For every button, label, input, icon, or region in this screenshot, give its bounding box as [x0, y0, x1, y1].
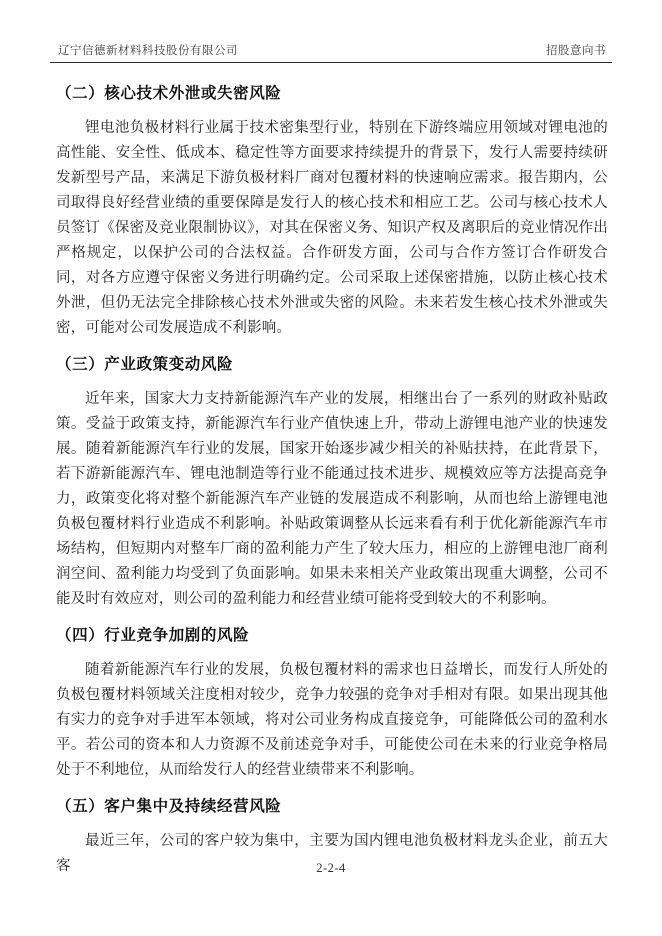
section-paragraph-industry-policy-risk: 近年来，国家大力支持新能源汽车产业的发展，相继出台了一系列的财政补贴政策。受益于政策支持，新能源汽车行业产值快速上升，带动上游锂电池产业的快速发展。随着新能源汽车行业的发展，国家开始逐步减少相关的补贴扶持，在此背景下，若下游新能源汽车、锂电池制造等行业不能通过技术进步、规模效应等方法提高竞争力，政策变化将对整个新能源汽车产业链的发展造成不利影响，从而也给上游锂电池负极包覆材料行业造成不利影响。补贴政策调整从长远来看有利于优化新能源汽车市场结构，但短期内对整车厂商的盈利能力产生了较大压力，相应的上游锂电池厂商利润空间、盈利能力均受到了负面影响。如果未来相关产业政策出现重大调整，公司不能及时有效应对，则公司的盈利能力和经营业绩可能将受到较大的不利影响。: [56, 391, 608, 607]
page-content: [56, 70, 608, 879]
section-heading-competition-risk: （四）行业竞争加剧的风险: [56, 627, 250, 644]
section-heading-core-tech-leak-risk: （二）核心技术外泄或失密风险: [56, 85, 282, 102]
header-doc-title: 招股意向书: [546, 45, 606, 57]
section-heading-customer-concentration-risk: （五）客户集中及持续经营风险: [56, 798, 282, 815]
page-footer: [0, 861, 662, 876]
section-paragraph-core-tech-leak-risk: 锂电池负极材料行业属于技术密集型行业，特别在下游终端应用领域对锂电池的高性能、安全性、低成本、稳定性等方面要求持续提升的背景下，发行人需要持续研发新型号产品，来满足下游负极材料厂商对包覆材料的快速响应需求。报告期内，公司取得良好经营业绩的重要保障是发行人的核心技术和相应工艺。公司与核心技术人员签订《保密及竞业限制协议》，对其在保密义务、知识产权及离职后的竞业情况作出严格规定，以保护公司的合法权益。合作研发方面，公司与合作方签订合作研发合同，对各方应遵守保密义务进行明确约定。公司采取上述保密措施，以防止核心技术外泄，但仍无法完全排除核心技术外泄或失密的风险。未来若发生核心技术外泄或失密，可能对公司发展造成不利影响。: [56, 120, 608, 336]
page-number: 2-2-4: [316, 861, 346, 875]
header-company-name: 辽宁信德新材料科技股份有限公司: [58, 45, 238, 57]
section-paragraph-customer-concentration-risk: 最近三年，公司的客户较为集中，主要为国内锂电池负极材料龙头企业，前五大客: [56, 833, 608, 874]
page-header: [50, 42, 612, 63]
section-heading-industry-policy-risk: （三）产业政策变动风险: [56, 356, 234, 373]
section-paragraph-competition-risk: 随着新能源汽车行业的发展，负极包覆材料的需求也日益增长，而发行人所处的负极包覆材料领域关注度相对较少，竞争力较强的竞争对手相对有限。如果出现其他有实力的竞争对手进军本领域，将对公司业务构成直接竞争，可能降低公司的盈利水平。若公司的资本和人力资源不及前述竞争对手，可能使公司在未来的行业竞争格局处于不利地位，从而给发行人的经营业绩带来不利影响。: [56, 662, 608, 778]
